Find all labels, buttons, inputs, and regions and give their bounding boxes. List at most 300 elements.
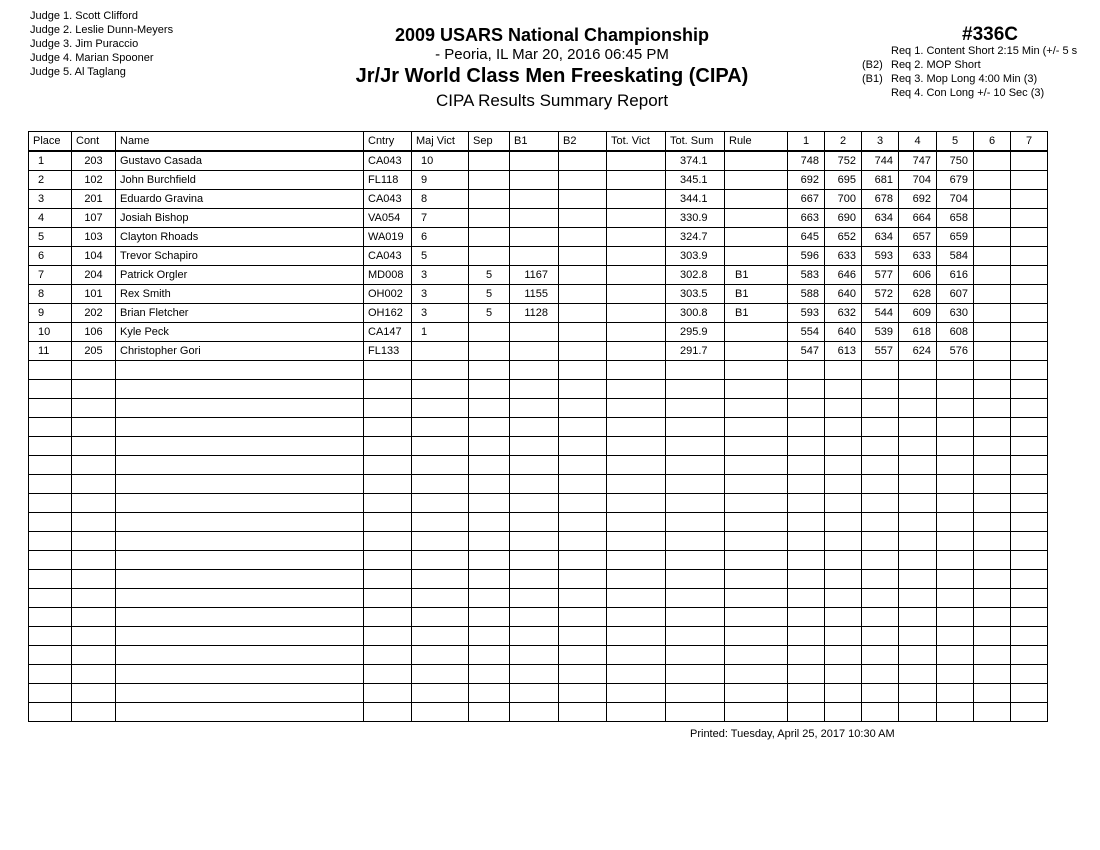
empty-cell bbox=[825, 513, 862, 532]
empty-cell bbox=[899, 418, 937, 437]
empty-cell bbox=[116, 532, 364, 551]
empty-cell bbox=[469, 418, 510, 437]
cell-place: 3 bbox=[29, 190, 72, 209]
cell-b2 bbox=[559, 304, 607, 323]
cell-cont: 103 bbox=[72, 228, 116, 247]
location-date: - Peoria, IL Mar 20, 2016 06:45 PM bbox=[435, 46, 669, 63]
empty-cell bbox=[607, 494, 666, 513]
empty-cell bbox=[825, 494, 862, 513]
empty-cell bbox=[116, 380, 364, 399]
empty-cell bbox=[937, 646, 974, 665]
cell-5: 704 bbox=[937, 190, 974, 209]
empty-cell bbox=[825, 380, 862, 399]
empty-cell bbox=[862, 570, 899, 589]
cell-tot-sum: 300.8 bbox=[666, 304, 725, 323]
cell-cntry: FL133 bbox=[364, 342, 412, 361]
empty-cell bbox=[116, 361, 364, 380]
empty-cell bbox=[72, 646, 116, 665]
empty-cell bbox=[825, 589, 862, 608]
table-row bbox=[29, 190, 1048, 209]
empty-cell bbox=[825, 665, 862, 684]
empty-row bbox=[29, 665, 1048, 684]
empty-cell bbox=[862, 380, 899, 399]
empty-cell bbox=[666, 494, 725, 513]
empty-cell bbox=[364, 380, 412, 399]
empty-cell bbox=[559, 627, 607, 646]
cell-sep bbox=[469, 209, 510, 228]
cell-2: 752 bbox=[825, 151, 862, 171]
empty-cell bbox=[116, 608, 364, 627]
empty-cell bbox=[412, 380, 469, 399]
empty-cell bbox=[412, 513, 469, 532]
empty-cell bbox=[1011, 627, 1048, 646]
cell-1: 663 bbox=[788, 209, 825, 228]
empty-cell bbox=[412, 570, 469, 589]
cell-rule bbox=[725, 323, 788, 342]
empty-cell bbox=[788, 627, 825, 646]
cell-1: 692 bbox=[788, 171, 825, 190]
empty-cell bbox=[1011, 532, 1048, 551]
empty-cell bbox=[725, 513, 788, 532]
empty-cell bbox=[937, 532, 974, 551]
empty-cell bbox=[412, 646, 469, 665]
empty-cell bbox=[788, 494, 825, 513]
empty-cell bbox=[469, 665, 510, 684]
empty-cell bbox=[899, 399, 937, 418]
column-header: 2 bbox=[825, 132, 862, 152]
judges-list bbox=[30, 9, 173, 79]
event-number: #336C bbox=[962, 24, 1018, 45]
empty-cell bbox=[469, 589, 510, 608]
cell-name: Rex Smith bbox=[116, 285, 364, 304]
cell-maj-vict: 10 bbox=[412, 151, 469, 171]
empty-cell bbox=[1011, 608, 1048, 627]
cell-sep bbox=[469, 342, 510, 361]
empty-row bbox=[29, 513, 1048, 532]
empty-row bbox=[29, 475, 1048, 494]
empty-cell bbox=[510, 703, 559, 722]
empty-cell bbox=[469, 380, 510, 399]
empty-cell bbox=[559, 570, 607, 589]
empty-cell bbox=[666, 703, 725, 722]
empty-cell bbox=[725, 399, 788, 418]
requirements-list bbox=[862, 44, 1077, 100]
empty-cell bbox=[607, 627, 666, 646]
empty-cell bbox=[974, 399, 1011, 418]
cell-tot-sum: 295.9 bbox=[666, 323, 725, 342]
cell-5: 584 bbox=[937, 247, 974, 266]
empty-cell bbox=[116, 665, 364, 684]
empty-cell bbox=[862, 513, 899, 532]
empty-cell bbox=[1011, 475, 1048, 494]
empty-cell bbox=[788, 532, 825, 551]
empty-cell bbox=[725, 589, 788, 608]
empty-cell bbox=[1011, 665, 1048, 684]
cell-6 bbox=[974, 190, 1011, 209]
cell-3: 544 bbox=[862, 304, 899, 323]
empty-cell bbox=[116, 551, 364, 570]
empty-cell bbox=[559, 475, 607, 494]
empty-cell bbox=[607, 437, 666, 456]
cell-name: Patrick Orgler bbox=[116, 266, 364, 285]
column-header: 4 bbox=[899, 132, 937, 152]
cell-b1: 1128 bbox=[510, 304, 559, 323]
empty-cell bbox=[29, 513, 72, 532]
empty-cell bbox=[937, 589, 974, 608]
empty-cell bbox=[559, 456, 607, 475]
empty-cell bbox=[412, 665, 469, 684]
cell-tot-vict bbox=[607, 342, 666, 361]
empty-cell bbox=[469, 456, 510, 475]
empty-cell bbox=[412, 399, 469, 418]
cell-place: 5 bbox=[29, 228, 72, 247]
empty-cell bbox=[412, 589, 469, 608]
empty-cell bbox=[510, 532, 559, 551]
empty-cell bbox=[607, 551, 666, 570]
empty-cell bbox=[862, 646, 899, 665]
cell-place: 9 bbox=[29, 304, 72, 323]
empty-cell bbox=[29, 551, 72, 570]
cell-tot-vict bbox=[607, 209, 666, 228]
empty-cell bbox=[937, 570, 974, 589]
cell-7 bbox=[1011, 342, 1048, 361]
empty-cell bbox=[607, 532, 666, 551]
cell-7 bbox=[1011, 304, 1048, 323]
empty-cell bbox=[937, 399, 974, 418]
cell-sep bbox=[469, 190, 510, 209]
empty-cell bbox=[937, 551, 974, 570]
report-title: CIPA Results Summary Report bbox=[435, 91, 669, 110]
table-row bbox=[29, 228, 1048, 247]
empty-cell bbox=[559, 494, 607, 513]
cell-1: 554 bbox=[788, 323, 825, 342]
empty-cell bbox=[1011, 399, 1048, 418]
empty-cell bbox=[974, 361, 1011, 380]
empty-row bbox=[29, 361, 1048, 380]
empty-cell bbox=[607, 418, 666, 437]
cell-tot-sum: 344.1 bbox=[666, 190, 725, 209]
column-header: 3 bbox=[862, 132, 899, 152]
empty-cell bbox=[825, 646, 862, 665]
empty-cell bbox=[364, 665, 412, 684]
empty-cell bbox=[469, 494, 510, 513]
cell-3: 681 bbox=[862, 171, 899, 190]
empty-cell bbox=[72, 437, 116, 456]
empty-cell bbox=[469, 532, 510, 551]
empty-cell bbox=[862, 551, 899, 570]
empty-cell bbox=[1011, 437, 1048, 456]
cell-rule bbox=[725, 151, 788, 171]
cell-name: Gustavo Casada bbox=[116, 151, 364, 171]
empty-cell bbox=[29, 646, 72, 665]
table-row bbox=[29, 285, 1048, 304]
empty-cell bbox=[788, 684, 825, 703]
empty-row bbox=[29, 532, 1048, 551]
column-header: Tot. Sum bbox=[666, 132, 725, 152]
empty-row bbox=[29, 437, 1048, 456]
empty-cell bbox=[974, 475, 1011, 494]
cell-cntry: CA043 bbox=[364, 247, 412, 266]
empty-cell bbox=[412, 551, 469, 570]
empty-cell bbox=[666, 361, 725, 380]
empty-cell bbox=[788, 646, 825, 665]
table-row bbox=[29, 151, 1048, 171]
empty-cell bbox=[116, 475, 364, 494]
empty-cell bbox=[862, 475, 899, 494]
empty-cell bbox=[72, 418, 116, 437]
cell-1: 667 bbox=[788, 190, 825, 209]
cell-2: 652 bbox=[825, 228, 862, 247]
empty-cell bbox=[666, 418, 725, 437]
empty-cell bbox=[364, 456, 412, 475]
empty-cell bbox=[725, 456, 788, 475]
empty-cell bbox=[899, 589, 937, 608]
cell-cont: 204 bbox=[72, 266, 116, 285]
empty-cell bbox=[825, 570, 862, 589]
empty-cell bbox=[29, 399, 72, 418]
empty-cell bbox=[974, 380, 1011, 399]
empty-cell bbox=[364, 437, 412, 456]
empty-cell bbox=[116, 437, 364, 456]
empty-cell bbox=[899, 437, 937, 456]
column-header: 5 bbox=[937, 132, 974, 152]
table-row bbox=[29, 304, 1048, 323]
empty-cell bbox=[825, 532, 862, 551]
empty-cell bbox=[899, 380, 937, 399]
cell-cntry: CA043 bbox=[364, 190, 412, 209]
cell-place: 4 bbox=[29, 209, 72, 228]
empty-cell bbox=[607, 646, 666, 665]
empty-cell bbox=[510, 589, 559, 608]
empty-cell bbox=[29, 437, 72, 456]
cell-cont: 104 bbox=[72, 247, 116, 266]
empty-row bbox=[29, 570, 1048, 589]
empty-cell bbox=[974, 551, 1011, 570]
empty-cell bbox=[469, 627, 510, 646]
empty-cell bbox=[974, 437, 1011, 456]
empty-cell bbox=[559, 532, 607, 551]
empty-cell bbox=[116, 456, 364, 475]
cell-place: 2 bbox=[29, 171, 72, 190]
judge-3: Judge 3. Jim Puraccio bbox=[30, 38, 139, 50]
empty-cell bbox=[1011, 589, 1048, 608]
cell-2: 633 bbox=[825, 247, 862, 266]
empty-cell bbox=[364, 418, 412, 437]
column-header: 6 bbox=[974, 132, 1011, 152]
empty-cell bbox=[899, 494, 937, 513]
empty-cell bbox=[510, 665, 559, 684]
empty-cell bbox=[412, 437, 469, 456]
empty-cell bbox=[559, 437, 607, 456]
empty-cell bbox=[469, 437, 510, 456]
cell-1: 596 bbox=[788, 247, 825, 266]
empty-cell bbox=[72, 589, 116, 608]
cell-cntry: CA043 bbox=[364, 151, 412, 171]
empty-cell bbox=[974, 494, 1011, 513]
empty-cell bbox=[825, 437, 862, 456]
cell-sep: 5 bbox=[469, 266, 510, 285]
cell-4: 618 bbox=[899, 323, 937, 342]
cell-name: Kyle Peck bbox=[116, 323, 364, 342]
cell-name: Christopher Gori bbox=[116, 342, 364, 361]
empty-cell bbox=[116, 494, 364, 513]
cell-cntry: WA019 bbox=[364, 228, 412, 247]
empty-cell bbox=[72, 513, 116, 532]
cell-b2 bbox=[559, 266, 607, 285]
cell-tot-sum: 291.7 bbox=[666, 342, 725, 361]
empty-cell bbox=[469, 361, 510, 380]
cell-7 bbox=[1011, 285, 1048, 304]
empty-cell bbox=[72, 399, 116, 418]
empty-cell bbox=[29, 684, 72, 703]
results-table bbox=[28, 131, 1048, 722]
empty-cell bbox=[412, 494, 469, 513]
empty-cell bbox=[862, 684, 899, 703]
empty-cell bbox=[788, 399, 825, 418]
empty-cell bbox=[862, 494, 899, 513]
cell-rule: B1 bbox=[725, 266, 788, 285]
empty-cell bbox=[412, 456, 469, 475]
cell-5: 616 bbox=[937, 266, 974, 285]
empty-cell bbox=[825, 361, 862, 380]
empty-cell bbox=[825, 608, 862, 627]
empty-cell bbox=[1011, 380, 1048, 399]
empty-cell bbox=[725, 627, 788, 646]
empty-cell bbox=[899, 361, 937, 380]
empty-cell bbox=[666, 437, 725, 456]
empty-cell bbox=[510, 513, 559, 532]
cell-5: 630 bbox=[937, 304, 974, 323]
cell-2: 646 bbox=[825, 266, 862, 285]
empty-cell bbox=[825, 627, 862, 646]
empty-cell bbox=[364, 627, 412, 646]
empty-cell bbox=[469, 570, 510, 589]
empty-cell bbox=[116, 703, 364, 722]
cell-place: 10 bbox=[29, 323, 72, 342]
empty-cell bbox=[899, 475, 937, 494]
cell-6 bbox=[974, 151, 1011, 171]
cell-maj-vict: 3 bbox=[412, 285, 469, 304]
empty-cell bbox=[788, 361, 825, 380]
empty-cell bbox=[862, 608, 899, 627]
cell-3: 539 bbox=[862, 323, 899, 342]
cell-7 bbox=[1011, 171, 1048, 190]
empty-cell bbox=[510, 684, 559, 703]
requirement-2: (B2) Req 2. MOP Short bbox=[862, 59, 981, 71]
empty-cell bbox=[72, 627, 116, 646]
cell-place: 1 bbox=[29, 151, 72, 171]
cell-b2 bbox=[559, 323, 607, 342]
empty-cell bbox=[725, 703, 788, 722]
cell-4: 657 bbox=[899, 228, 937, 247]
cell-sep bbox=[469, 228, 510, 247]
empty-cell bbox=[666, 646, 725, 665]
cell-cntry: FL118 bbox=[364, 171, 412, 190]
empty-cell bbox=[364, 570, 412, 589]
empty-cell bbox=[412, 608, 469, 627]
empty-cell bbox=[412, 532, 469, 551]
cell-sep bbox=[469, 171, 510, 190]
empty-row bbox=[29, 418, 1048, 437]
cell-b2 bbox=[559, 190, 607, 209]
empty-cell bbox=[1011, 703, 1048, 722]
empty-cell bbox=[974, 570, 1011, 589]
cell-3: 593 bbox=[862, 247, 899, 266]
cell-cont: 203 bbox=[72, 151, 116, 171]
cell-5: 679 bbox=[937, 171, 974, 190]
cell-tot-vict bbox=[607, 171, 666, 190]
empty-cell bbox=[666, 399, 725, 418]
cell-6 bbox=[974, 342, 1011, 361]
empty-cell bbox=[559, 684, 607, 703]
cell-rule bbox=[725, 228, 788, 247]
empty-cell bbox=[364, 646, 412, 665]
cell-5: 750 bbox=[937, 151, 974, 171]
column-header: Maj Vict bbox=[412, 132, 469, 152]
empty-cell bbox=[510, 418, 559, 437]
empty-cell bbox=[364, 513, 412, 532]
empty-cell bbox=[364, 494, 412, 513]
empty-cell bbox=[937, 627, 974, 646]
empty-cell bbox=[607, 513, 666, 532]
empty-cell bbox=[937, 380, 974, 399]
empty-cell bbox=[974, 684, 1011, 703]
cell-name: John Burchfield bbox=[116, 171, 364, 190]
empty-cell bbox=[29, 627, 72, 646]
empty-cell bbox=[666, 380, 725, 399]
empty-cell bbox=[412, 703, 469, 722]
empty-row bbox=[29, 551, 1048, 570]
empty-cell bbox=[937, 418, 974, 437]
cell-place: 8 bbox=[29, 285, 72, 304]
cell-sep: 5 bbox=[469, 285, 510, 304]
cell-b1 bbox=[510, 151, 559, 171]
empty-cell bbox=[974, 703, 1011, 722]
empty-cell bbox=[469, 475, 510, 494]
empty-cell bbox=[607, 570, 666, 589]
cell-b1 bbox=[510, 323, 559, 342]
cell-2: 690 bbox=[825, 209, 862, 228]
cell-2: 700 bbox=[825, 190, 862, 209]
cell-4: 704 bbox=[899, 171, 937, 190]
cell-b2 bbox=[559, 342, 607, 361]
cell-cntry: MD008 bbox=[364, 266, 412, 285]
empty-cell bbox=[116, 684, 364, 703]
cell-sep: 5 bbox=[469, 304, 510, 323]
empty-cell bbox=[559, 380, 607, 399]
empty-cell bbox=[788, 513, 825, 532]
empty-row bbox=[29, 589, 1048, 608]
cell-5: 607 bbox=[937, 285, 974, 304]
cell-name: Trevor Schapiro bbox=[116, 247, 364, 266]
cell-3: 634 bbox=[862, 228, 899, 247]
cell-cntry: CA147 bbox=[364, 323, 412, 342]
empty-cell bbox=[1011, 361, 1048, 380]
cell-tot-sum: 303.9 bbox=[666, 247, 725, 266]
empty-cell bbox=[72, 494, 116, 513]
empty-cell bbox=[862, 589, 899, 608]
judge-5: Judge 5. Al Taglang bbox=[30, 66, 126, 78]
empty-cell bbox=[559, 418, 607, 437]
empty-cell bbox=[788, 380, 825, 399]
empty-cell bbox=[862, 361, 899, 380]
cell-sep bbox=[469, 247, 510, 266]
empty-cell bbox=[469, 684, 510, 703]
cell-sep bbox=[469, 151, 510, 171]
column-header: Tot. Vict bbox=[607, 132, 666, 152]
cell-rule bbox=[725, 342, 788, 361]
cell-3: 744 bbox=[862, 151, 899, 171]
